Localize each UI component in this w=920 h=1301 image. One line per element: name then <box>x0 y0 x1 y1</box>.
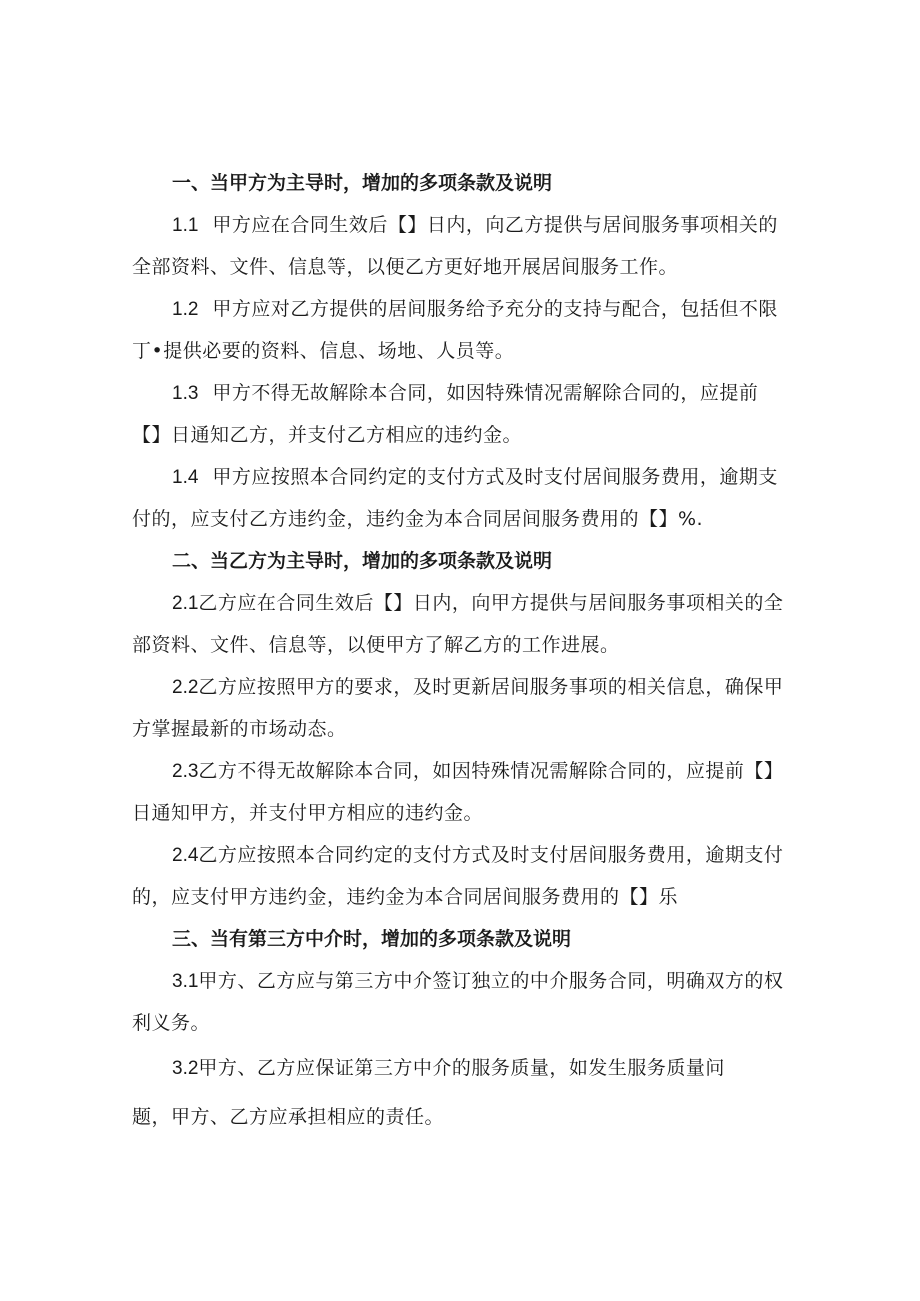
clause-3-2 <box>172 1055 725 1082</box>
clause-1-2-continued: 丁•提供必要的资料、信息、场地、人员等。 <box>132 340 515 362</box>
clause-2-4-continued: 的，应支付甲方违约金，违约金为本合同居间服务费用的【】乐 <box>132 886 679 908</box>
clause-3-1-continued: 利义务。 <box>132 1012 211 1034</box>
clause-text: 乙方应在合同生效后【】日内，向甲方提供与居间服务事项相关的全 <box>198 592 784 614</box>
clause-3-2-continued: 题，甲方、乙方应承担相应的责任。 <box>132 1106 445 1128</box>
clause-1-4-continued: 付的，应支付乙方违约金，违约金为本合同居间服务费用的【】%. <box>132 508 704 530</box>
clause-text: 乙方应按照甲方的要求，及时更新居间服务事项的相关信息，确保甲 <box>198 676 784 698</box>
clause-text: 乙方应按照本合同约定的支付方式及时支付居间服务费用，逾期支付 <box>198 844 784 866</box>
clause-2-2 <box>172 674 783 701</box>
section-1-heading: 一、当甲方为主导时，增加的多项条款及说明 <box>172 172 553 194</box>
clause-1-4 <box>172 464 778 491</box>
clause-2-2-continued: 方掌握最新的市场动态。 <box>132 718 347 740</box>
clause-number: 1.2 <box>172 299 199 320</box>
clause-text: 甲方、乙方应与第三方中介签订独立的中介服务合同，明确双方的权 <box>198 970 784 992</box>
clause-2-4 <box>172 842 783 869</box>
clause-number: 1.4 <box>172 467 199 488</box>
section-2-heading: 二、当乙方为主导时，增加的多项条款及说明 <box>172 550 553 572</box>
section-3-heading: 三、当有第三方中介时，增加的多项条款及说明 <box>172 928 572 950</box>
clause-number: 3.2 <box>172 1058 199 1079</box>
clause-2-1 <box>172 590 783 617</box>
clause-number: 1.3 <box>172 383 199 404</box>
clause-1-3-continued: 【】日通知乙方，并支付乙方相应的违约金。 <box>132 424 523 446</box>
clause-text: 甲方、乙方应保证第三方中介的服务质量，如发生服务质量问 <box>198 1057 725 1079</box>
clause-text: 乙方不得无故解除本合同，如因特殊情况需解除合同的，应提前【】 <box>198 760 784 782</box>
clause-1-2 <box>172 296 778 323</box>
clause-3-1 <box>172 968 783 995</box>
clause-number: 2.1 <box>172 593 199 614</box>
clause-text: 甲方应在合同生效后【】日内，向乙方提供与居间服务事项相关的 <box>212 214 778 236</box>
clause-1-1-continued: 全部资料、文件、信息等，以便乙方更好地开展居间服务工作。 <box>132 256 679 278</box>
clause-number: 2.3 <box>172 761 199 782</box>
clause-2-1-continued: 部资料、文件、信息等，以便甲方了解乙方的工作进展。 <box>132 634 620 656</box>
clause-1-3 <box>172 380 758 407</box>
clause-number: 3.1 <box>172 971 199 992</box>
clause-1-1 <box>172 212 778 239</box>
clause-2-3 <box>172 758 783 785</box>
clause-number: 2.2 <box>172 677 199 698</box>
clause-text: 甲方应对乙方提供的居间服务给予充分的支持与配合，包括但不限 <box>212 298 778 320</box>
clause-number: 2.4 <box>172 845 199 866</box>
clause-2-3-continued: 日通知甲方，并支付甲方相应的违约金。 <box>132 802 484 824</box>
clause-text: 甲方不得无故解除本合同，如因特殊情况需解除合同的，应提前 <box>212 382 759 404</box>
clause-text: 甲方应按照本合同约定的支付方式及时支付居间服务费用，逾期支 <box>212 466 778 488</box>
clause-number: 1.1 <box>172 215 199 236</box>
